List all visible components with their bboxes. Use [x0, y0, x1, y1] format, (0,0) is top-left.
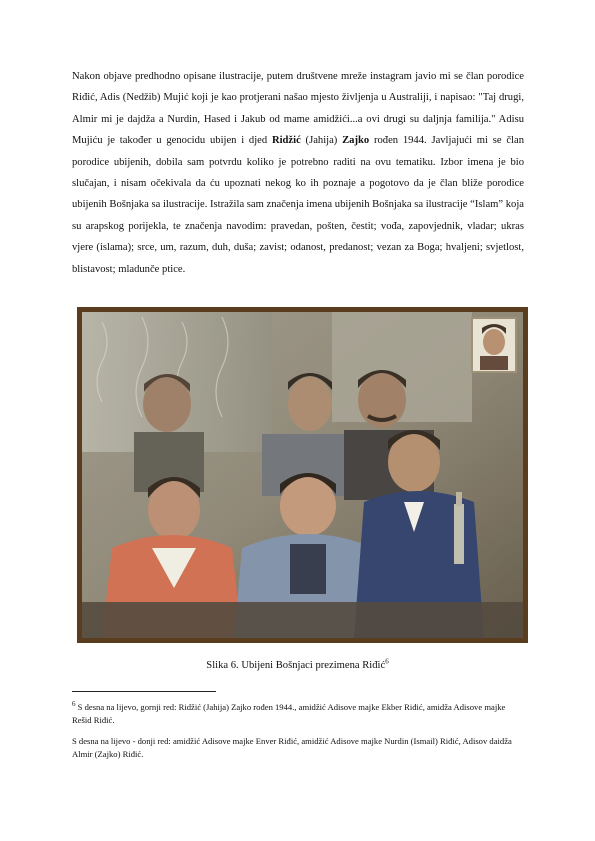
bold-surname: Ridžić: [271, 135, 301, 147]
paragraph-text: (Jahija): [300, 135, 343, 147]
body-paragraph: [72, 66, 524, 280]
footnote-number: 6: [72, 700, 76, 709]
bold-name: Zajko: [342, 135, 370, 147]
caption-text: Slika 6. Ubijeni Bošnjaci prezimena Riđić: [206, 660, 386, 671]
footnote-reference[interactable]: 6: [385, 657, 389, 666]
footnote-separator: [72, 691, 216, 692]
paragraph-text: Nakon objave predhodno opisane ilustracije, putem društvene mreže instagram javio mi se član porodice Riđić, Adis (Nedžib) Mujić koji je kao protjerani našao mjesto življenja u Australiji, i napisao: "Taj drugi, Almir mi je dajdža a Nurdin, Hased i Jakub od mame amidžići...a ovi drugi su daljnja familija." Adisu Mujiću je također u genocidu ubijen i djed: [72, 71, 524, 147]
figure-caption: [0, 657, 595, 671]
paragraph-text: rođen 1944. Javljajući mi se član porodice ubijenih, dobila sam potvrdu koliko je potrebno raditi na ovu tematiku. Izbor imena je bio slučajan, i nisam očekivala da ću upoznati nekog ko ih poznaje a pogotovo da je član bliže porodice ubijenih Bošnjaka sa ilustracije. Istražila sam značenja imena ubijenih Bošnjaka sa ilustracije “Islam” koja su arapskog porijekla, te značenja navodim: pravedan, pošten, čestit; vođa, zapovjednik, vladar; ukras vjere (islama); srce, um, razum, duh, duša; zavist; odanost, predanost; vezan za Boga; hvaljeni; svjetlost, blistavost; mladunče ptice.: [72, 135, 524, 275]
footnote-text: S desna na lijevo, gornji red: Ridžić (Jahija) Zajko rođen 1944., amidžić Adisove majke Ekber Riđić, amidža Adisove majke Rešid Riđić.: [72, 702, 506, 725]
footnote-1: [72, 701, 524, 726]
group-photo-image: [82, 312, 523, 638]
framed-group-photo: [77, 307, 528, 643]
footnote-text: S desna na lijevo - donji red: amidžić Adisove majke Enver Riđić, amidžić Adisove majke Nurdin (Ismail) Riđić, Adisov daidža Almir (Zajko) Riđić.: [72, 736, 512, 759]
footnote-continuation: [72, 735, 524, 760]
